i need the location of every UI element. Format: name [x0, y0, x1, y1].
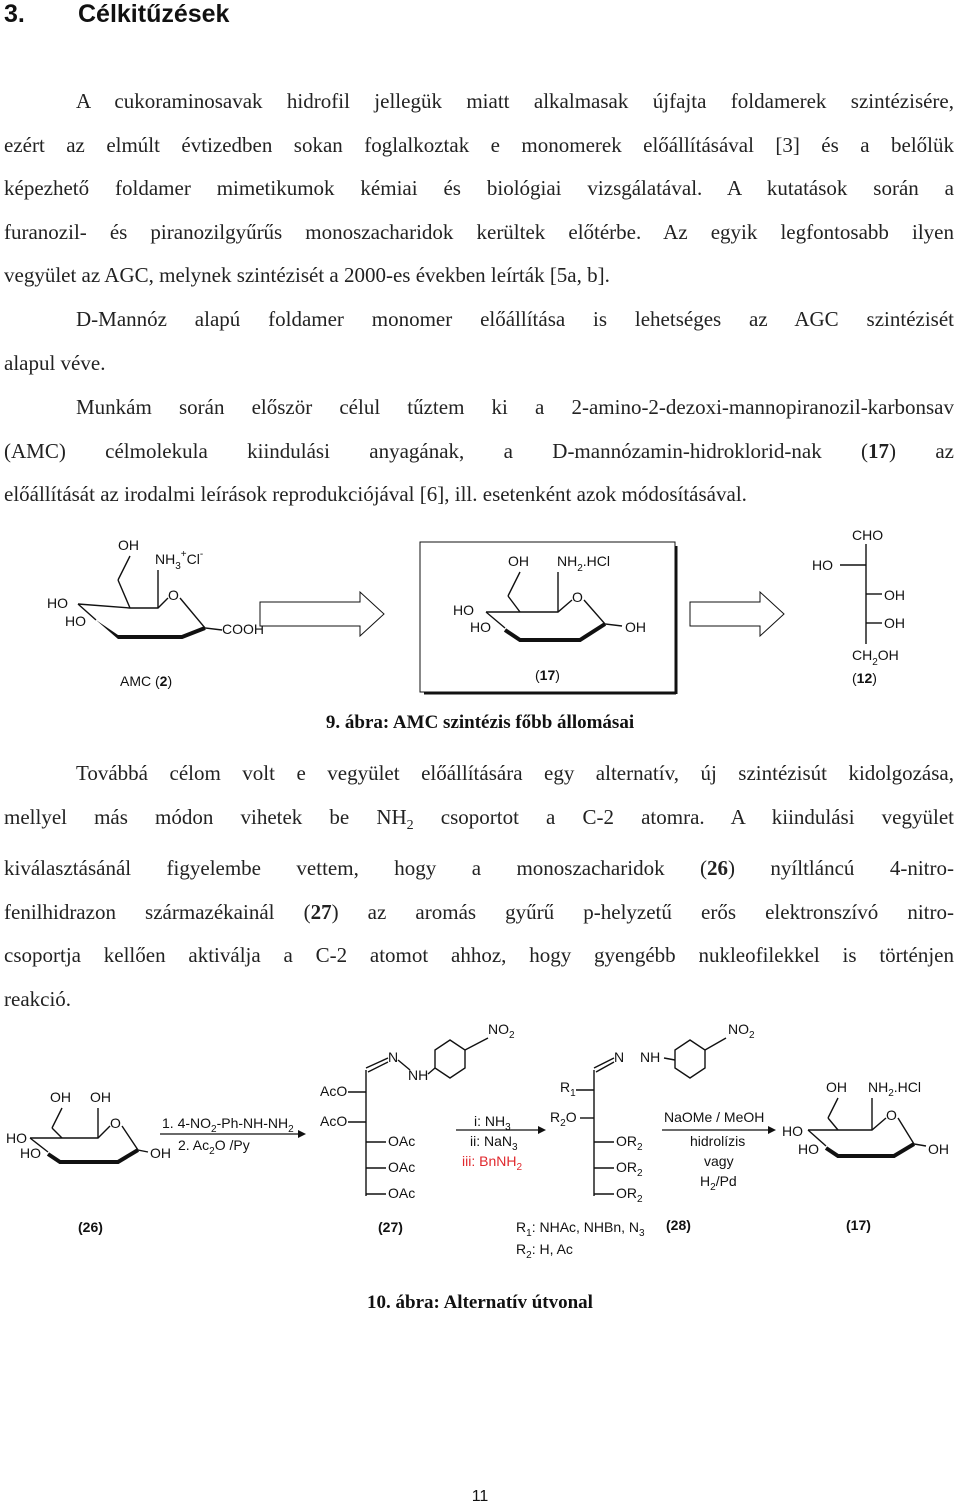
text-line: Munkám során először célul tűztem ki a 2-amino-2-dezoxi-mannopiranozil-karbonsav — [76, 395, 954, 419]
label-amc: AMC (2) — [120, 673, 173, 689]
label-cooh: COOH — [222, 621, 264, 637]
intermediate-28-structure — [550, 1021, 755, 1233]
label-oac: OAc — [388, 1159, 416, 1175]
label-27: (27) — [378, 1219, 403, 1235]
label-no2: $NO_2$ — [488, 1021, 515, 1041]
reaction-step-3 — [662, 1109, 776, 1193]
open-chain-structure — [812, 527, 905, 686]
text-line: képezhető foldamer mimetikumok kémiai és biológiai vizsgálatával. A kutatások során a — [4, 176, 954, 200]
label-nh2hcl: $NH_2.HCl$ — [557, 553, 611, 574]
text-line: ezért az elmúlt évtizedben sokan foglalkoztak e monomerek előállításával [3] és a belőlük — [4, 132, 954, 157]
reagent-line: vagy — [704, 1153, 734, 1169]
reagent-line: 2. $Ac_2O$ /Py — [178, 1137, 250, 1157]
section-heading — [4, 0, 229, 28]
text-line: D-Mannóz alapú foldamer monomer előállítása is lehetséges az AGC szintézisét — [76, 307, 954, 331]
label-12: (12) — [852, 670, 877, 686]
section-number: 3. — [4, 0, 25, 28]
label-26: (26) — [78, 1219, 103, 1235]
legend-r2: $R_2$: H, Ac — [516, 1241, 573, 1261]
compound-ref: 27 — [310, 899, 332, 924]
mannosamine-structure — [453, 553, 646, 683]
label-ho: HO — [453, 602, 474, 618]
amc-structure — [47, 537, 264, 689]
figure-9-scheme — [0, 520, 960, 700]
reagent-line: hidrolízis — [690, 1133, 746, 1149]
text-line: alapul véve. — [4, 350, 106, 375]
reagent-line: NaOMe / MeOH — [664, 1109, 765, 1125]
reaction-step-2 — [456, 1113, 546, 1173]
label-oh: OH — [150, 1145, 171, 1161]
sugar-26-structure — [6, 1089, 171, 1235]
label-nh2hcl: $NH_2.HCl$ — [868, 1079, 922, 1099]
text-line: fenilhidrazon származékainál ( — [4, 899, 311, 924]
section-title: Célkitűzések — [78, 0, 230, 28]
reaction-arrow — [260, 592, 384, 636]
text-line: előállítását az irodalmi leírások reprodukciójával [6], ill. esetenként azok módosításával. — [4, 482, 747, 506]
reagent-line: i: $NH_3$ — [474, 1113, 511, 1133]
label-oh: OH — [118, 537, 139, 553]
label-oac: OAc — [388, 1185, 416, 1201]
substituent-legend — [516, 1219, 645, 1261]
text-line: A cukoraminosavak hidrofil jellegük miatt alkalmasak újfajta foldamerek szintézisére, — [76, 89, 954, 113]
text-line: ) az aromás gyűrű p-helyzetű erős elektronszívó nitro- — [331, 899, 954, 924]
text-line: kiválasztásánál figyelembe vettem, hogy a monoszacharidok ( — [4, 856, 707, 881]
figure-10-scheme — [0, 1010, 960, 1270]
text-line: furanozil- és piranozilgyűrűs monoszacharidok kerültek előtérbe. Az egyik legfontosabb ilyen — [4, 219, 954, 244]
label-nh3: $NH_3^+Cl^-$ — [155, 549, 204, 572]
label-oh: OH — [884, 587, 905, 603]
text-line: vegyület az AGC, melynek szintézisét a 2000-es években leírták [5a, b]. — [4, 263, 610, 287]
label-ho: HO — [782, 1123, 803, 1139]
text-line: (AMC) célmolekula kiindulási anyagának, a D-mannózamin-hidroklorid-nak ( — [4, 438, 869, 463]
reagent-line: ii: NaN$_3$ — [470, 1133, 518, 1153]
reaction-step-1 — [160, 1115, 306, 1157]
reagent-line: $H_2/Pd$ — [700, 1173, 737, 1193]
label-ho: HO — [812, 557, 833, 573]
compound-ref: 17 — [868, 438, 890, 463]
label-oh: OH — [625, 619, 646, 635]
text-line: ) az — [889, 438, 954, 463]
label-oh: OH — [508, 553, 529, 569]
reaction-arrow — [690, 592, 784, 636]
mannosamine-17-structure — [782, 1079, 949, 1233]
label-oh: OH — [50, 1089, 71, 1105]
label-ho: HO — [798, 1141, 819, 1157]
figure-10-caption: 10. ábra: Alternatív útvonal — [367, 1292, 593, 1313]
label-r2o: $R_2O$ — [550, 1109, 577, 1129]
label-ho: HO — [65, 613, 86, 629]
text-line: csoportot a C-2 atomra. A kiindulási vegyület — [413, 804, 954, 829]
label-17: (17) — [535, 667, 560, 683]
label-oh: OH — [90, 1089, 111, 1105]
label-ring-o: O — [110, 1115, 121, 1131]
label-no2: $NO_2$ — [728, 1021, 755, 1041]
label-or2: $OR_2$ — [616, 1185, 643, 1205]
paragraph-mannose — [4, 298, 954, 385]
label-ring-o: O — [886, 1107, 897, 1123]
compound-ref: 26 — [707, 856, 728, 881]
text-line: csoportja kellően aktiválja a C-2 atomot ahhoz, hogy gyengébb nukleofilekkel is történjen — [4, 943, 954, 968]
label-nh: NH — [408, 1067, 429, 1083]
label-n: N — [614, 1049, 625, 1065]
text-line: mellyel más módon vihetek be NH — [4, 804, 407, 829]
label-oac: OAc — [388, 1133, 416, 1149]
label-ring-o: O — [168, 587, 179, 603]
label-n: N — [388, 1049, 399, 1065]
paragraph-intro — [4, 80, 954, 298]
label-aco: AcO — [320, 1113, 348, 1129]
label-ho: HO — [6, 1130, 27, 1146]
label-ring-o: O — [572, 589, 583, 605]
label-r1: $R_1$ — [560, 1079, 576, 1099]
label-oh: OH — [928, 1141, 949, 1157]
subscript: 2 — [406, 817, 414, 833]
label-ho: HO — [47, 595, 68, 611]
text-line: reakció. — [4, 986, 72, 1011]
label-ch2oh: $CH_2OH$ — [852, 647, 899, 668]
label-nh: NH — [640, 1049, 661, 1065]
label-28: (28) — [666, 1217, 691, 1233]
label-oh: OH — [884, 615, 905, 631]
paragraph-goal — [4, 386, 954, 517]
page-number: 11 — [471, 1488, 489, 1505]
legend-r1: $R_1$: NHAc, NHBn, $N_3$ — [516, 1219, 645, 1239]
label-aco: AcO — [320, 1083, 348, 1099]
text-line: ) nyíltláncú 4-nitro- — [728, 856, 954, 881]
label-ho: HO — [470, 619, 491, 635]
label-or2: $OR_2$ — [616, 1159, 643, 1179]
label-or2: $OR_2$ — [616, 1133, 643, 1153]
text-line: Továbbá célom volt e vegyület előállítására egy alternatív, új szintézisút kidolgozása, — [76, 761, 954, 785]
label-17: (17) — [846, 1217, 871, 1233]
label-oh: OH — [826, 1079, 847, 1095]
label-ho: HO — [20, 1145, 41, 1161]
reagent-line-highlight: iii: BnNH$_2$ — [462, 1153, 523, 1173]
label-cho: CHO — [852, 527, 884, 543]
figure-9-caption: 9. ábra: AMC szintézis főbb állomásai — [325, 712, 635, 733]
paragraph-alternative — [4, 752, 954, 1021]
reagent-line: 1. $4-NO_2-Ph-NH-NH_2$ — [162, 1115, 294, 1135]
